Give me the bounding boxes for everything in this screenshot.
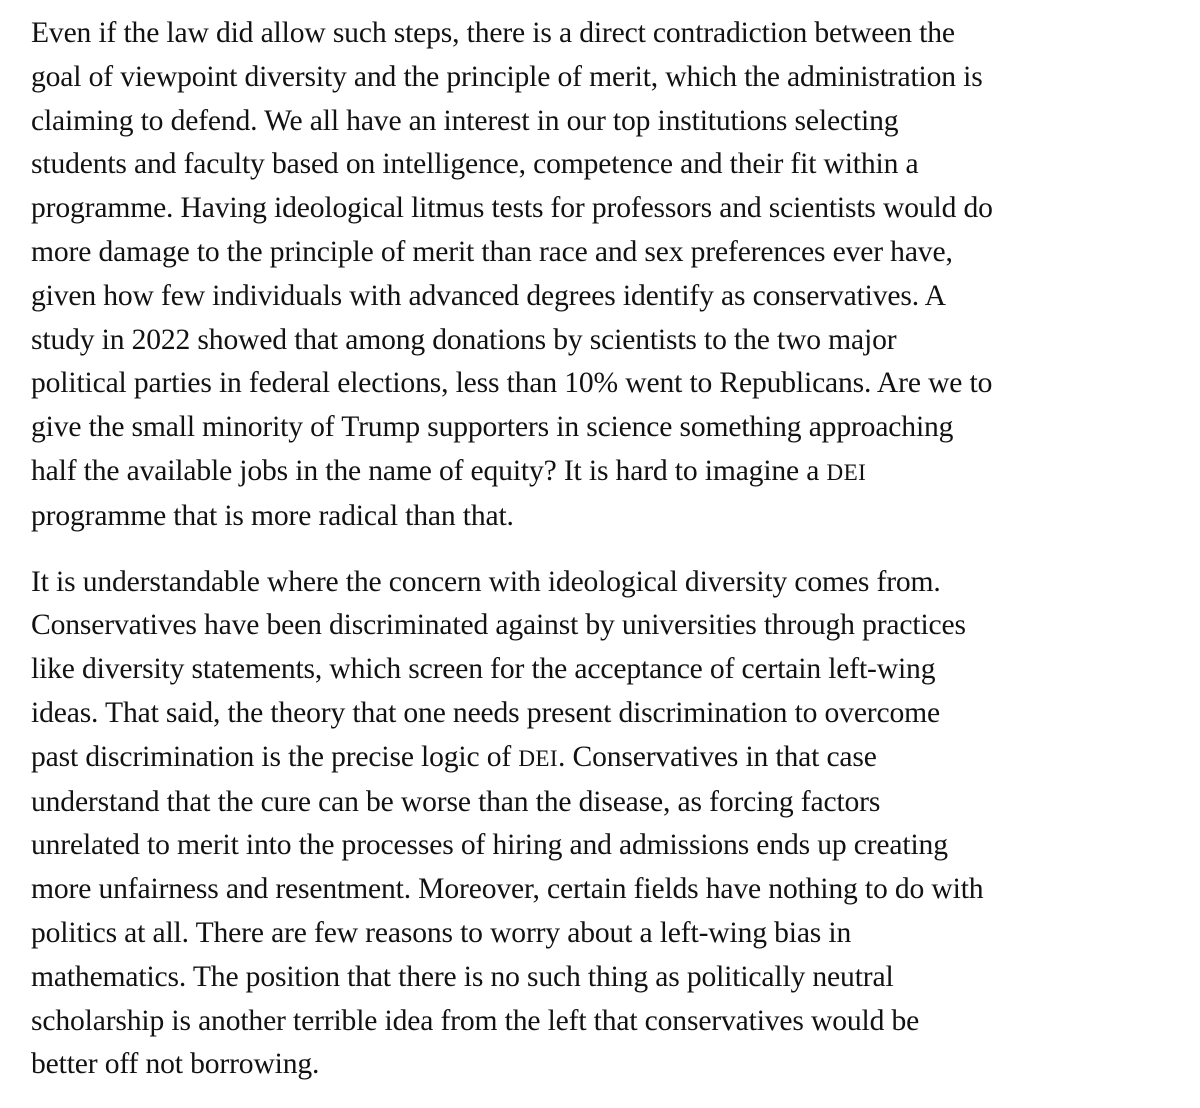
text-line (31, 12, 1181, 56)
text-segment: mathematics. The position that there is no such thing as politically neutral (31, 960, 894, 993)
article-paragraph (31, 561, 1181, 1088)
acronym-dei: DEI (826, 458, 867, 485)
text-segment: Conservatives have been discriminated against by universities through practices (31, 609, 966, 642)
text-segment: ideas. That said, the theory that one needs present discrimination to overcome (31, 696, 941, 729)
text-segment: programme. Having ideological litmus tests for professors and scientists would do (31, 192, 993, 225)
text-line (31, 1043, 1181, 1087)
text-line (31, 648, 1181, 692)
text-line (31, 561, 1181, 605)
text-segment: more unfairness and resentment. Moreover, certain fields have nothing to do with (31, 873, 984, 906)
text-segment: study in 2022 showed that among donations by scientists to the two major (31, 323, 897, 356)
text-line (31, 362, 1181, 406)
text-segment: given how few individuals with advanced degrees identify as conservatives. A (31, 279, 946, 312)
text-line (31, 604, 1181, 648)
article-body (31, 12, 1181, 1087)
text-segment: unrelated to merit into the processes of hiring and admissions ends up creating (31, 829, 948, 862)
text-segment: give the small minority of Trump supporters in science something approaching (31, 411, 954, 444)
text-line (31, 56, 1181, 100)
text-line (31, 450, 1181, 495)
text-segment: past discrimination is the precise logic of (31, 740, 519, 773)
text-segment: understand that the cure can be worse than the disease, as forcing factors (31, 785, 881, 818)
text-line (31, 406, 1181, 450)
text-line (31, 956, 1181, 1000)
text-segment: more damage to the principle of merit than race and sex preferences ever have, (31, 235, 953, 268)
text-line (31, 868, 1181, 912)
text-line (31, 319, 1181, 363)
text-segment: goal of viewpoint diversity and the principle of merit, which the administration is (31, 60, 983, 93)
text-segment: like diversity statements, which screen for the acceptance of certain left-wing (31, 653, 936, 686)
text-line (31, 1000, 1181, 1044)
text-line (31, 275, 1181, 319)
text-line (31, 692, 1181, 736)
text-line (31, 781, 1181, 825)
text-line (31, 495, 1181, 539)
text-segment: scholarship is another terrible idea from the left that conservatives would be (31, 1004, 920, 1037)
text-segment: Even if the law did allow such steps, there is a direct contradiction between the (31, 17, 955, 49)
text-line (31, 912, 1181, 956)
text-line (31, 231, 1181, 275)
text-segment: politics at all. There are few reasons to worry about a left-wing bias in (31, 916, 852, 949)
text-line (31, 187, 1181, 231)
text-segment: political parties in federal elections, less than 10% went to Republicans. Are we to (31, 367, 993, 400)
text-line (31, 736, 1181, 781)
text-segment: It is understandable where the concern with ideological diversity comes from. (31, 565, 941, 598)
text-line (31, 143, 1181, 187)
text-segment: better off not borrowing. (31, 1048, 320, 1081)
text-line (31, 100, 1181, 144)
text-segment: . Conservatives in that case (558, 740, 877, 773)
text-segment: students and faculty based on intelligence, competence and their fit within a (31, 148, 919, 181)
text-segment: programme that is more radical than that. (31, 499, 514, 532)
acronym-dei: DEI (518, 744, 558, 771)
text-segment: claiming to defend. We all have an interest in our top institutions selecting (31, 104, 899, 137)
text-line (31, 824, 1181, 868)
article-paragraph (31, 12, 1181, 539)
text-segment: half the available jobs in the name of equity? It is hard to imagine a (31, 454, 827, 487)
